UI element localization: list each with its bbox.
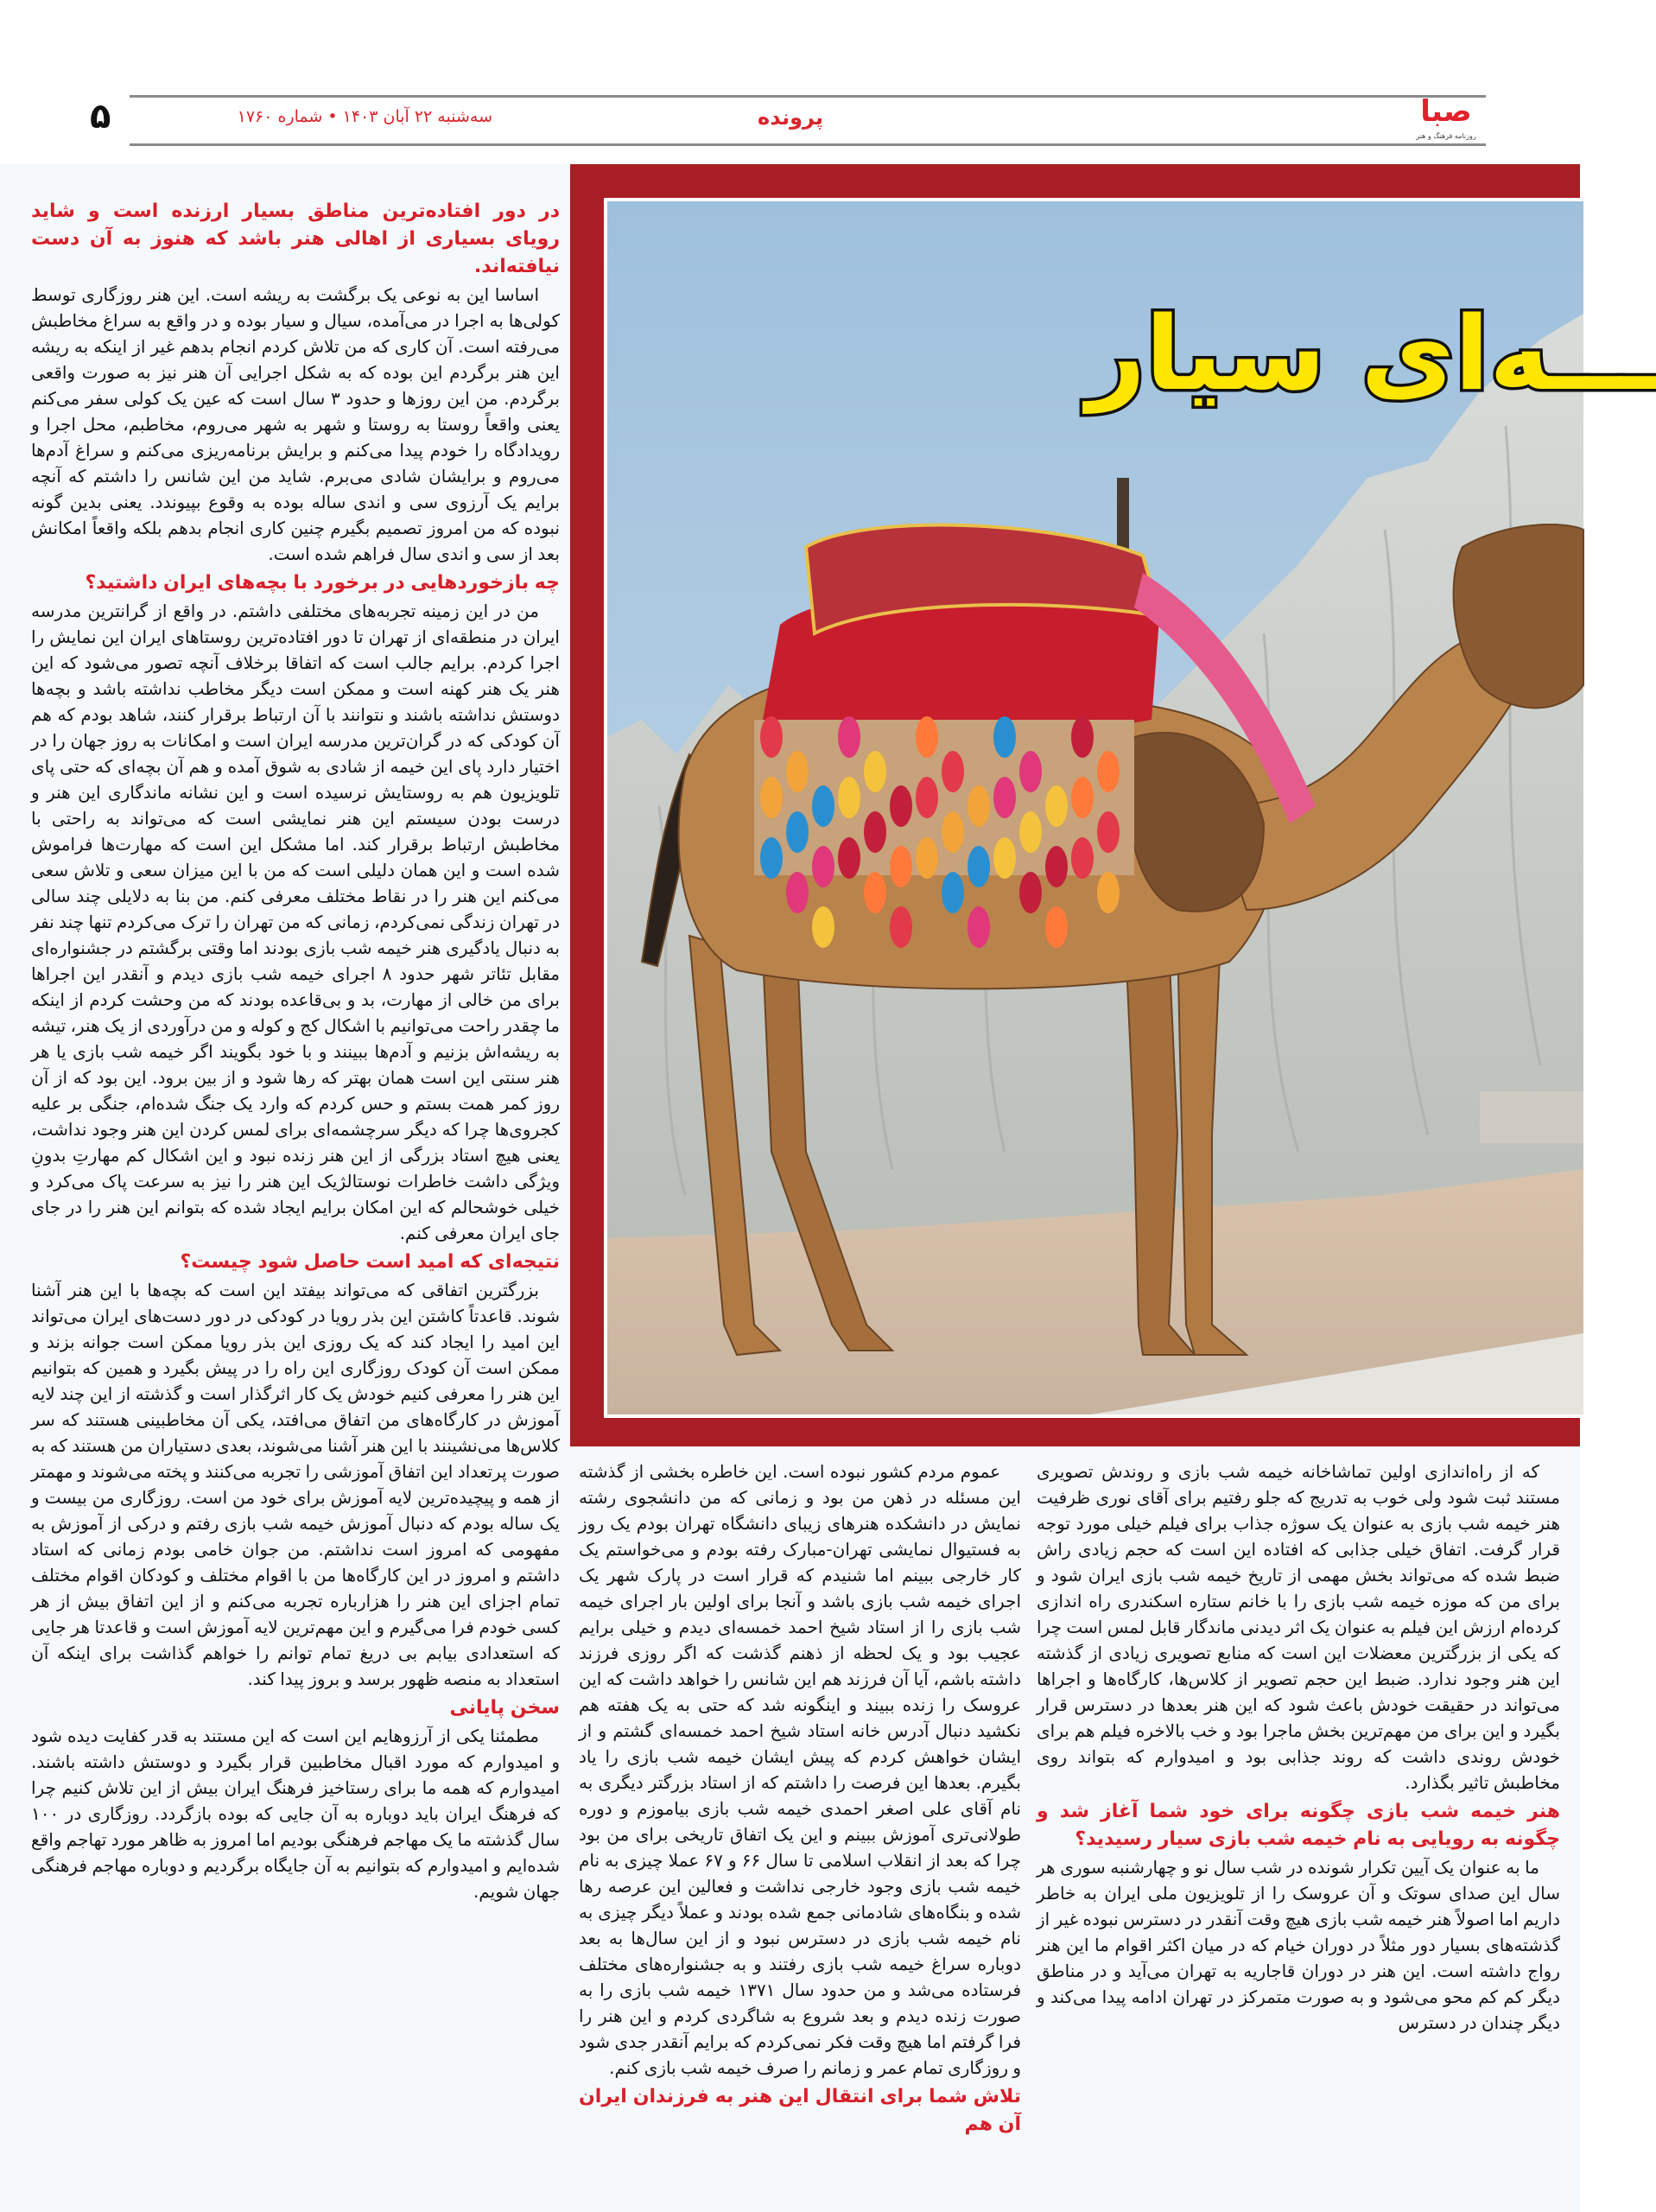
article-paragraph: من در این زمینه تجربه‌های مختلفی داشتم. در واقع از گرانترین مدرسه ایران در منطقه‌ای از تهران تا دور افتاده‌ترین روستاهای ایران این نمایش را اجرا کردم. برایم جالب است که اتفاقا برخلاف آنچه تصور می‌شود که این هنر یک هنر کهنه است و ممکن است دیگر مخاطب نداشته باشد و بچه‌ها دوستش نداشته باشند و نتوانند با آن ارتباط برقرار کنند، شاهد بودم که هم آن کودکی که در گران‌ترین مدرسه ایران است و امکانات به روز جهان را در اختیار دارد پای این خیمه از شادی به شوق آمده و هم آن بچه‌ای که حتی پای تلویزیون هم به روستایش نرسیده است و این نشانه ماندگاری این هنر و درست بودن سیستم این هنر نمایشی است که می‌تواند به راحتی با مخاطبش ارتباط برقرار کند. اما مشکل این است که مهارت‌ها فراموش شده است و این همان دلیلی است که من با این میزان سعی و تلاش سعی می‌کنم این هنر را در نقاط مختلف معرفی کنم. من بنا به دلایلی چند سالی در تهران زندگی نمی‌کردم، زمانی که من تهران را ترک می‌کردم تنها چند نفر به دنبال یادگیری هنر خیمه شب بازی بودند اما وقتی برگشتم در جشنواره‌ای مقابل تئاتر شهر حدود ۸ اجرای خیمه شب بازی دیدم و آنقدر این اجراها برای من خالی از مهارت، بد و بی‌قاعده بودند که من وحشت کردم از اینکه ما چقدر راحت می‌توانیم با اشکال کج و کوله و من درآوردی از یک هنر، تیشه به ریشه‌اش بزنیم و آدم‌ها ببینند و با خود بگویند اگر خیمه شب بازی یا هر هنر سنتی این است همان بهتر که رها شود و از بین برود. این بود که از آن روز کمر همت بستم و حس کردم که وارد یک جنگ شده‌ام، جنگی بر علیه کجروی‌ها چرا که دیگر سرچشمه‌ای برای لمس کردن این هنر وجود نداشت، یعنی هیچ استاد بزرگی از این هنر زنده نبود و این اشکال کم مهارتِ بدونِ ویژگی داشت خاطرات نوستالژیک این هنر را نیز به سرعت پاک می‌کرد و خیلی خوشحالم که این امکان برایم ایجاد شده که بتوانم این هنر را در جای جای ایران معرفی کنم. [31,601,560,1243]
article-paragraph: عموم مردم کشور نبوده است. این خاطره بخشی از گذشته این مسئله در ذهن من بود و زمانی که من دانشجوی رشته نمایش در دانشکده هنرهای زیبای دانشگاه تهران بودم یک روز به فستیوال نمایشی تهران-مبارک رفته بودم و می‌خواستم یک کار خارجی ببینم اما شنیدم که قرار است در پارک شهر یک اجرای خیمه شب بازی باشد و آنجا برای اولین بار اجرای خیمه شب بازی را از استاد شیخ احمد خمسه‌ای دیدم و خیلی برایم عجیب بود و یک لحظه از ذهنم گذشت که اگر روزی فرزند داشته باشم، آیا آن فرزند هم این شانس را خواهد داشت که این عروسک را زنده ببیند و اینگونه شد که حتی به یک هفته هم نکشید دنبال آدرس خانه استاد شیخ احمد خمسه‌ای گشتم و از ایشان خواهش کردم که پیش ایشان خیمه شب بازی را یاد بگیرم. بعدها این فرصت را داشتم که از استاد بزرگتر دیگری به نام آقای علی اصغر احمدی خیمه شب بازی بیاموزم و دوره طولانی‌تری آموزش ببینم و این یک اتفاق تاریخی برای من بود چرا که بعد از انقلاب اسلامی تا سال ۶۶ و ۶۷ عملا چیزی به نام خیمه شب بازی وجود خارجی نداشت و فعالین این عرصه رها شده و بنگاه‌های شادمانی جمع شده بودند و عملاً دیگر چیزی به نام خیمه شب بازی در دسترس نبود و از این سال‌ها به بعد دوباره سراغ خیمه شب بازی رفتند و به جشنواره‌های مختلف فرستاده می‌شد و من حدود سال ۱۳۷۱ خیمه شب بازی را به صورت زنده دیدم و بعد شروع به شاگردی کردم و این هنر را فرا گرفتم اما هیچ وقت فکر نمی‌کردم که برایم آنقدر جدی شود و روزگاری تمام عمر و زمانم را صرف خیمه شب بازی کنم. [579,1461,1021,2078]
tassel [968,906,990,948]
tassel [916,777,938,818]
article-subheading: سخن پایانی [449,1697,560,1719]
tassel [993,716,1016,758]
article-paragraph: که از راه‌اندازی اولین تماشاخانه خیمه شب بازی و روندش تصویری مستند ثبت شود ولی خوب به تدریج که جلو رفتیم برای آقای نوری ظرفیت هنر خیمه شب بازی به عنوان یک سوژه جذاب برای فیلم خیلی مورد توجه قرار گرفت. اتفاق خیلی جذابی که افتاده این است که حجم زیادی راش ضبط شده که می‌تواند بخش مهمی از تاریخ خیمه شب بازی ایران شود و برای من که موزه خیمه شب بازی را با خانم ستاره اسکندری راه اندازی کرده‌ام ارزش این فیلم به عنوان یک اثر دیدنی ماندگار قابل لمس است چرا که یکی از بزرگترین معضلات این است که منابع تصویری زیادی از گذشته این هنر وجود ندارد. ضبط این حجم تصویر از کلاس‌ها، کارگاه‌ها و اجراها می‌تواند در حقیقت خودش باعث شود که این هنر بعدها در دسترس قرار بگیرد و این برای من مهم‌ترین بخش ماجرا بود و خب بالاخره فیلم هم برای خودش روندی داشت که روند جذابی بود و امیدوارم که بتواند روی مخاطبش تاثیر بگذارد. [1037,1461,1560,1793]
article-subheading: هنر خیمه شب بازی چگونه برای خود شما آغاز شد و چگونه به رویایی به نام خیمه شب بازی سیار رسیدید؟ [1037,1801,1560,1850]
tassel [890,846,912,887]
tassel [760,716,783,758]
tassel [890,906,912,948]
tassel [1045,846,1068,887]
tassel [1019,751,1042,792]
tassel [1045,785,1068,827]
tassel [812,906,834,948]
article-column-left [31,195,560,1904]
logo-wordmark: صبا [1420,94,1472,129]
tassel [760,837,783,879]
tassel [942,872,964,913]
tassel [864,872,886,913]
header-top-rule [130,95,1486,98]
article-paragraph: بزرگترین اتفاقی که می‌تواند بیفتد این است که بچه‌ها با این هنر آشنا شوند. قاعدتاً کاشتن این بذر رویا در کودکی در دور دست‌های ایران می‌تواند این امید را ایجاد کند که یک روزی این بذر رویا ممکن است جوانه بزند و ممکن است آن کودک روزگاری این راه را در پیش بگیرد و همین که بتوانیم این هنر را معرفی کنیم خودش یک کار اثرگذار است و گذشته از این چند لایه آموزش در کارگاه‌های من اتفاق می‌افتد، یکی آن مخاطبینی هستند که سر کلاس‌ها می‌نشینند با این هنر آشنا می‌شوند، بعدی دستیاران من هستند که به صورت پرتعداد این اتفاق آموزشی را تجربه می‌کنند و پخته می‌شوند و مهمتر از همه و پیچیده‌ترین لایه آموزش برای خود من است. روزگاری من بیست و یک ساله بودم که دنبال آموزش خیمه شب بازی رفتم و درکی از آموزش به مفهومی که امروز است نداشتم. من جوان خامی بودم زمانی که استاد داشتم و امروز در این کارگاه‌ها من با اقوام مختلف و کودکان اقوام مختلف تمام اجزای این هنر را هزارباره تجربه می‌کنم و از این اتفاق بیش از هر کسی خودم فرا می‌گیرم و این مهم‌ترین لایه آموزش است و قاعدتا هر جایی که استعدادی بیابم بی دریغ تمام توانم را خواهم گذاشت برای اینکه آن استعداد به منصه ظهور برسد و بروز پیدا کند. [31,1280,560,1689]
tassel [916,716,938,758]
tassel [1071,716,1094,758]
tassel [968,846,990,887]
tassel [1045,906,1068,948]
tassel [786,811,809,853]
article-subheading: تلاش شما برای انتقال این هنر به فرزندان ایران آن هم [579,2086,1021,2135]
tassel [916,837,938,879]
article-subheading: در دور افتاده‌ترین مناطق بسیار ارزنده است و شاید رویای بسیاری از اهالی هنر باشد که هنوز به آن دست نیافته‌اند. [31,200,560,277]
logo-tagline: روزنامه فرهنگ و هنر [1416,132,1476,140]
tassel [1071,777,1094,818]
tassel [1097,872,1120,913]
stone-block [1480,1091,1583,1143]
tassel [786,872,809,913]
tassel [942,811,964,853]
article-column-middle [579,1459,1021,2139]
tassel [812,785,834,827]
article-paragraph: مطمئنا یکی از آرزوهایم این است که این مستند به قدر کفایت دیده شود و امیدوارم که مورد اقبال مخاطبین قرار بگیرد و دوستش داشته باشند. امیدوارم که همه ما برای رستاخیز فرهنگ ایران بیش از این تلاش کنیم چرا که فرهنگ ایران باید دوباره به آن جایی که بوده بازگردد. روزگاری در ۱۰۰ سال گذشته ما یک مهاجم فرهنگی بودیم اما امروز به ظاهر مورد تهاجم واقع شده‌ایم و امیدوارم که بتوانیم به آن جایگاه برگردیم و دوباره مهاجم فرهنگی جهان شویم. [31,1726,560,1902]
tassel [993,777,1016,818]
newspaper-logo [1406,94,1486,143]
hero-headline: ـــه‌ای سیار [1087,294,1656,413]
tassel [838,716,860,758]
tassel [1097,751,1120,792]
article-column-right [1037,1459,1560,2036]
page-number: ۵ [90,97,111,137]
article-paragraph: اساسا این به نوعی یک برگشت به ریشه است. این هنر روزگاری توسط کولی‌ها به اجرا در می‌آمده، سیال و سیار بوده و در واقع به سراغ مخاطبش می‌رفته است. آن کاری که من تلاش کردم انجام بدهم غیر از اینکه به ریشه این هنر برگردم این بوده که به شکل اجرایی آن هنر نیز به صورت واقعی برگردم. من این روزها و حدود ۳ سال است که عین یک کولی سفر می‌کنم یعنی واقعاً روستا به روستا و شهر به شهر می‌روم، مخاطبم، محل اجرا و رویدادگاه را خودم پیدا می‌کنم و برایش برنامه‌ریزی می‌کنم و سراغ آدم‌ها می‌روم و برایشان شادی می‌برم. شاید من این شانس را داشتم که آنچه برایم یک آرزوی سی و اندی ساله بوده به وقوع بپیوندد. یعنی بدین گونه نبوده که من امروز تصمیم بگیرم چنین کاری انجام بدهم بلکه واقعاً امکانش بعد از سی و اندی سال فراهم شده است. [31,284,560,564]
tassel [890,785,912,827]
tassel [760,777,783,818]
tassel [1019,872,1042,913]
article-subheading: چه بازخوردهایی در برخورد با بچه‌های ایران داشتید؟ [85,572,560,594]
issue-date-number: سه‌شنبه ۲۲ آبان ۱۴۰۳ • شماره ۱۷۶۰ [237,107,492,126]
tassel [1097,811,1120,853]
tassel [786,751,809,792]
tassel [838,777,860,818]
tassel [968,785,990,827]
section-title: پرونده [758,105,823,130]
tassel [942,751,964,792]
article-paragraph: ما به عنوان یک آیین تکرار شونده در شب سال نو و چهارشنبه سوری هر سال این صدای سوتک و آن عروسک را از تلویزیون ملی ایران به خاطر داریم اما اصولاً هنر خیمه شب بازی هیچ وقت آنقدر در دسترس نبوده غیر از گذشته‌های بسیار دور مثلاً در دوران خیام که در میان اکثر اقوام ما این هنر رواج داشته است. این هنر در دوران قاجاریه به تهران می‌آید و در مناطق دیگر کم کم محو می‌شود و به صورت متمرکز در تهران ادامه پیدا می‌کند و دیگر چندان در دسترس [1037,1857,1560,2033]
tassel [1071,837,1094,879]
article-subheading: نتیجه‌ای که امید است حاصل شود چیست؟ [180,1251,560,1273]
header-bottom-rule [130,143,1486,146]
tassel [864,751,886,792]
tassel [864,811,886,853]
tassel [812,846,834,887]
tassel [993,837,1016,879]
tassel [1019,811,1042,853]
tassel [838,837,860,879]
